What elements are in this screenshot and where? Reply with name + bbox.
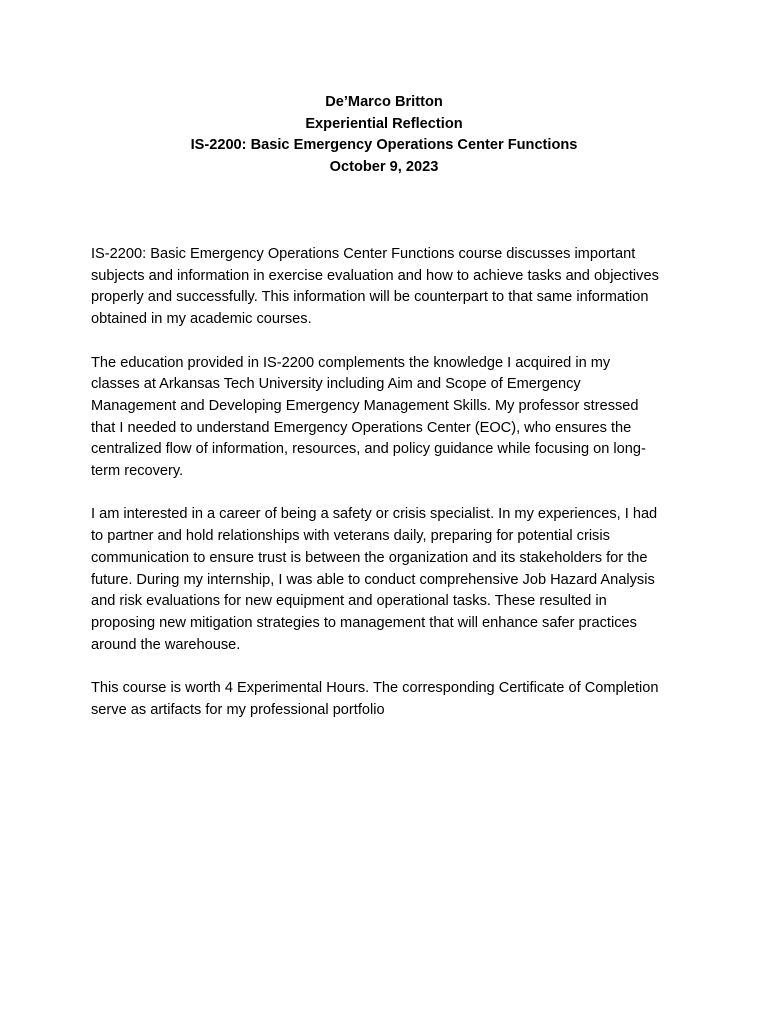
paragraph-course-overview — [91, 244, 691, 331]
text-line: serve as artifacts for my professional portfolio — [91, 701, 385, 718]
paragraph-education — [91, 353, 691, 483]
document-body — [91, 244, 691, 743]
text-line: around the warehouse. — [91, 636, 241, 653]
course-title: IS-2200: Basic Emergency Operations Center Functions — [190, 137, 578, 154]
text-line: subjects and information in exercise evaluation and how to achieve tasks and objectives — [91, 267, 659, 284]
text-line: that I needed to understand Emergency Operations Center (EOC), who ensures the — [91, 419, 632, 436]
document-type: Experiential Reflection — [305, 115, 463, 132]
paragraph-career — [91, 504, 691, 656]
text-line: The education provided in IS-2200 complements the knowledge I acquired in my — [91, 354, 611, 371]
text-line: IS-2200: Basic Emergency Operations Center Functions course discusses important — [91, 246, 636, 262]
text-line: I am interested in a career of being a safety or crisis specialist. In my experiences, I had — [91, 506, 658, 523]
text-line: properly and successfully. This information will be counterpart to that same information — [91, 289, 649, 306]
author-name: De’Marco Britton — [325, 94, 443, 110]
text-line: This course is worth 4 Experimental Hours. The corresponding Certificate of Completion — [91, 680, 659, 697]
text-line: term recovery. — [91, 463, 184, 480]
text-line: obtained in my academic courses. — [91, 311, 312, 328]
text-line: proposing new mitigation strategies to management that will enhance safer practices — [91, 614, 637, 631]
text-line: to partner and hold relationships with veterans daily, preparing for potential crisis — [91, 528, 610, 545]
text-line: communication to ensure trust is between the organization and its stakeholders for the — [91, 549, 648, 566]
text-line: centralized flow of information, resources, and policy guidance while focusing on long- — [91, 441, 646, 458]
document-header — [0, 92, 768, 178]
paragraph-hours — [91, 678, 691, 721]
text-line: future. During my internship, I was able to conduct comprehensive Job Hazard Analysis — [91, 571, 655, 588]
text-line: Management and Developing Emergency Management Skills. My professor stressed — [91, 397, 639, 414]
text-line: and risk evaluations for new equipment and operational tasks. These resulted in — [91, 593, 607, 610]
text-line: classes at Arkansas Tech University including Aim and Scope of Emergency — [91, 376, 581, 393]
document-date: October 9, 2023 — [329, 158, 439, 175]
